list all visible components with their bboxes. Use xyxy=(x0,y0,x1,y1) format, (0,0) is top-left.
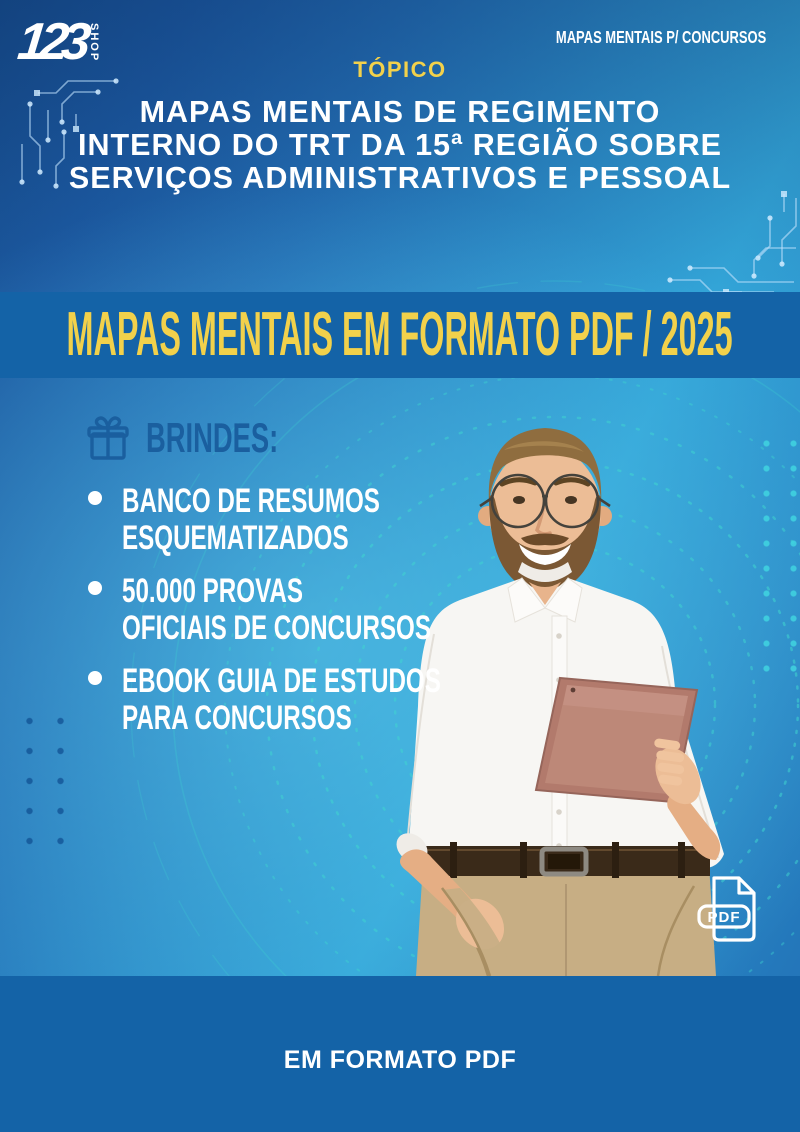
offer-3-line-1: EBOOK GUIA DE ESTUDOS xyxy=(122,660,441,700)
gift-icon xyxy=(84,416,132,462)
dot-grid-right xyxy=(750,428,800,682)
pdf-icon-label: PDF xyxy=(707,909,741,926)
logo-number: 123 xyxy=(14,13,87,71)
offer-1-line-2: ESQUEMATIZADOS xyxy=(122,518,349,558)
offer-2-line-2: OFICIAIS DE CONCURSOS xyxy=(122,608,432,648)
page-title xyxy=(0,96,800,195)
dot-grid-left xyxy=(10,700,74,852)
offer-item xyxy=(88,480,514,558)
offers-heading: BRINDES: xyxy=(146,415,279,462)
offer-item xyxy=(88,570,514,648)
offer-2-line-1: 50.000 PROVAS xyxy=(122,570,303,611)
offer-item xyxy=(88,660,514,738)
title-line-1: MAPAS MENTAIS DE REGIMENTO xyxy=(139,95,661,129)
header-badge: MAPAS MENTAIS P/ CONCURSOS xyxy=(555,27,766,47)
logo-shop-label: SHOP xyxy=(87,23,100,63)
offer-3-line-2: PARA CONCURSOS xyxy=(122,698,352,738)
format-banner xyxy=(0,292,800,378)
title-line-3: SERVIÇOS ADMINISTRATIVOS E PESSOAL xyxy=(68,161,732,195)
kicker-topico: TÓPICO xyxy=(353,57,447,82)
footer-format-text: EM FORMATO PDF xyxy=(283,1046,517,1074)
bullet-dot xyxy=(88,581,102,595)
title-line-2: INTERNO DO TRT DA 15ª REGIÃO SOBRE xyxy=(77,128,723,162)
offers-list xyxy=(88,480,514,738)
bullet-dot xyxy=(88,491,102,505)
offers-section xyxy=(84,416,514,752)
format-banner-text: MAPAS MENTAIS EM FORMATO PDF / 2025 xyxy=(66,300,734,370)
bullet-dot xyxy=(88,671,102,685)
circuit-decoration-right xyxy=(646,188,798,300)
pdf-file-icon xyxy=(692,870,772,950)
offer-1-line-1: BANCO DE RESUMOS xyxy=(122,480,380,521)
